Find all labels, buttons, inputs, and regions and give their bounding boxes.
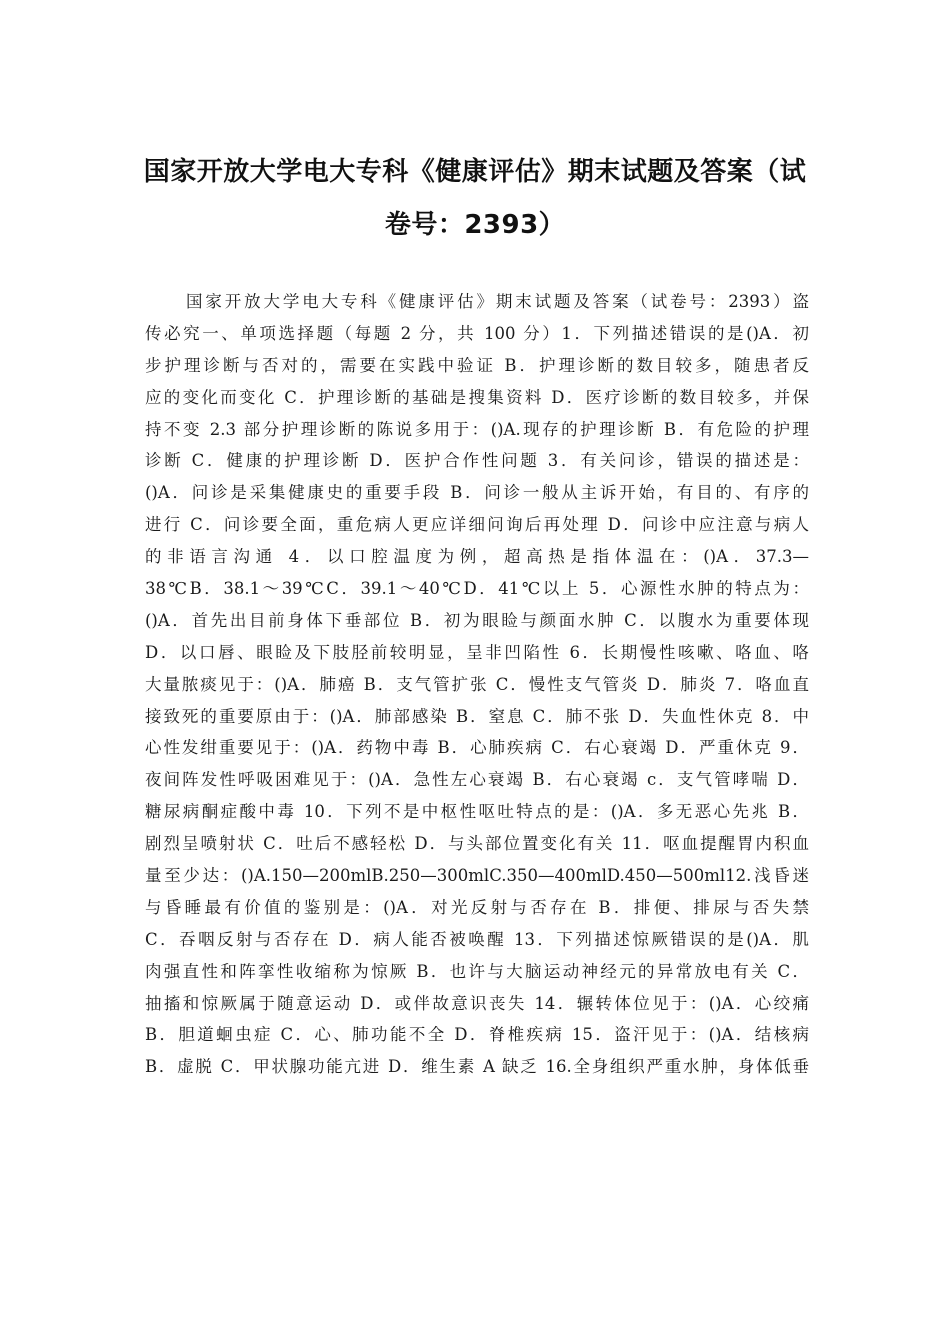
body-line: 38℃B．38.1～39℃C．39.1～40℃D．41℃以上 5．心源性水肿的特点为： [145, 579, 809, 599]
body-line: 的非语言沟通 4．以口腔温度为例，超高热是指体温在：()A．37.3— [145, 547, 809, 567]
body-line: 量至少达：()A.150—200mlB.250—300mlC.350—400mlD.450—500ml12.浅昏迷 [145, 866, 809, 886]
body-line: B．胆道蛔虫症 C．心、肺功能不全 D．脊椎疾病 15．盗汗见于：()A．结核病 [145, 1025, 809, 1045]
body-line: ()A．首先出目前身体下垂部位 B．初为眼睑与颜面水肿 C．以腹水为重要体现 [145, 610, 809, 630]
body-line: C．吞咽反射与否存在 D．病人能否被唤醒 13．下列描述惊厥错误的是()A．肌 [145, 929, 809, 949]
body-line: ()A．问诊是采集健康史的重要手段 B．问诊一般从主诉开始，有目的、有序的 [145, 483, 809, 503]
document-body [145, 286, 809, 1083]
body-line: 国家开放大学电大专科《健康评估》期末试题及答案（试卷号：2393）盗 [186, 292, 809, 311]
document-title [140, 146, 810, 252]
body-line: 肉强直性和阵挛性收缩称为惊厥 B．也许与大脑运动神经元的异常放电有关 C． [145, 961, 809, 981]
body-line: 诊断 C．健康的护理诊断 D．医护合作性问题 3．有关问诊，错误的描述是： [145, 451, 809, 471]
body-line: 持不变 2.3 部分护理诊断的陈说多用于：()A.现存的护理诊断 B．有危险的护理 [145, 419, 809, 439]
body-line: 心性发绀重要见于：()A．药物中毒 B．心肺疾病 C．右心衰竭 D．严重休克 9． [145, 738, 809, 758]
body-line: 糖尿病酮症酸中毒 10．下列不是中枢性呕吐特点的是：()A．多无恶心先兆 B． [145, 802, 809, 822]
title-line: 卷号：2393） [384, 210, 566, 240]
body-line: 进行 C．问诊要全面，重危病人更应详细问询后再处理 D．问诊中应注意与病人 [145, 515, 809, 535]
body-line: 与昏睡最有价值的鉴别是：()A．对光反射与否存在 B．排便、排尿与否失禁 [145, 897, 809, 917]
body-line: 大量脓痰见于：()A．肺癌 B．支气管扩张 C．慢性支气管炎 D．肺炎 7．咯血直 [145, 674, 809, 694]
body-line: B．虚脱 C．甲状腺功能亢进 D．维生素 A 缺乏 16.全身组织严重水肿，身体低垂 [145, 1057, 809, 1077]
body-line: 剧烈呈喷射状 C．吐后不感轻松 D．与头部位置变化有关 11．呕血提醒胃内积血 [145, 834, 809, 854]
body-line: 传必究一、单项选择题（每题 2 分，共 100 分）1．下列描述错误的是()A．初 [145, 323, 809, 343]
body-line: D．以口唇、眼睑及下肢胫前较明显，呈非凹陷性 6．长期慢性咳嗽、咯血、咯 [145, 642, 809, 662]
body-line: 接致死的重要原由于：()A．肺部感染 B．窒息 C．肺不张 D．失血性休克 8．中 [145, 706, 809, 726]
body-line: 步护理诊断与否对的，需要在实践中验证 B．护理诊断的数目较多，随患者反 [145, 355, 809, 375]
body-line: 夜间阵发性呼吸困难见于：()A．急性左心衰竭 B．右心衰竭 c．支气管哮喘 D． [145, 770, 809, 790]
body-line: 抽搐和惊厥属于随意运动 D．或伴故意识丧失 14．辗转体位见于：()A．心绞痛 [145, 993, 809, 1013]
body-line: 应的变化而变化 C．护理诊断的基础是搜集资料 D．医疗诊断的数目较多，并保 [145, 387, 809, 407]
title-line: 国家开放大学电大专科《健康评估》期末试题及答案（试 [143, 157, 807, 187]
